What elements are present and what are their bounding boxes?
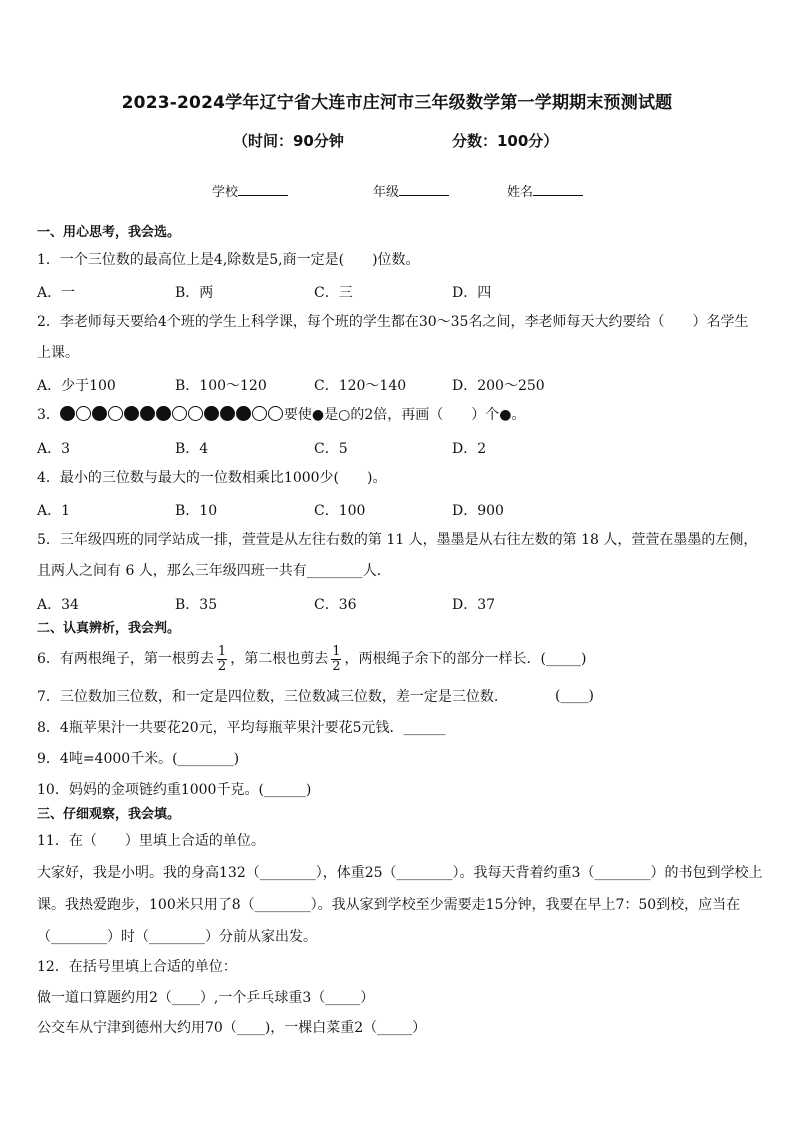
question-9: 9．4吨=4000千米。(________)	[37, 751, 240, 767]
q3-filled-circle-icon	[92, 406, 107, 421]
q3-text: 要使●是○的2倍，再画（ ）个●。	[283, 407, 526, 423]
question-12-title: 12．在括号里填上合适的单位：	[37, 959, 237, 975]
name-label: 姓名	[507, 185, 534, 200]
q4-option-c[interactable]: C．100	[314, 503, 366, 519]
q5-option-c[interactable]: C．36	[314, 597, 357, 613]
question-2-line-1: 2．李老师每天要给4个班的学生上科学课，每个班的学生都在30～35名之间，李老师每天大约要给（ ）名学生	[37, 314, 749, 330]
question-8: 8．4瓶苹果汁一共要花20元，平均每瓶苹果汁要花5元钱．______	[37, 720, 446, 736]
question-6	[37, 643, 586, 675]
q3-option-b[interactable]: B．4	[175, 441, 209, 457]
question-5-line-1: 5．三年级四班的同学站成一排，萱萱是从左往右数的第 11 人，墨墨是从右往左数的第 18 人，萱萱在墨墨的左侧，	[37, 532, 758, 548]
q3-option-c[interactable]: C．5	[314, 441, 348, 457]
q3-hollow-circle-icon	[172, 406, 187, 421]
q6-part-3: ，两根绳子余下的部分一样长．(_____)	[344, 651, 587, 667]
q3-filled-circle-icon	[220, 406, 235, 421]
grade-label: 年级	[373, 185, 400, 200]
q3-dot-row	[60, 407, 284, 423]
question-7: 7．三位数加三位数，和一定是四位数，三位数减三位数，差一定是三位数.	[37, 689, 499, 705]
q5-option-d[interactable]: D．37	[452, 597, 496, 613]
q1-option-d[interactable]: D．四	[452, 285, 492, 301]
q2-option-a[interactable]: A．少于100	[37, 378, 116, 394]
question-12-line-1: 做一道口算题约用2（____）,一个乒乓球重3（_____）	[37, 990, 375, 1006]
exam-time: （时间：90分钟	[233, 132, 344, 150]
q6-fraction-1-numerator: 1	[217, 643, 227, 659]
question-12-line-2: 公交车从宁津到德州大约用70（____)，一棵白菜重2（_____）	[37, 1020, 427, 1036]
q3-hollow-circle-icon	[188, 406, 203, 421]
exam-score: 分数：100分）	[452, 132, 559, 150]
q3-filled-circle-icon	[156, 406, 171, 421]
q3-filled-circle-icon	[60, 406, 75, 421]
q3-hollow-circle-icon	[252, 406, 267, 421]
question-11-line-2: 课。我热爱跑步，100米只用了8（________）。我从家到学校至少需要走15分钟，我要在早上7：50到校，应当在	[37, 897, 741, 913]
q3-option-d[interactable]: D．2	[452, 441, 487, 457]
q1-option-c[interactable]: C．三	[314, 285, 353, 301]
q5-option-a[interactable]: A．34	[37, 597, 79, 613]
question-2-line-2: 上课。	[37, 345, 79, 361]
q6-fraction-1-denominator: 2	[217, 658, 227, 674]
section-heading-1: 一、用心思考，我会选。	[37, 225, 181, 240]
q6-fraction-2-numerator: 1	[332, 643, 341, 659]
page-title: 2023-2024学年辽宁省大连市庄河市三年级数学第一学期期末预测试题	[121, 93, 673, 113]
q6-part-1: 6．有两根绳子，第一根剪去	[37, 651, 214, 667]
grade-blank[interactable]	[399, 183, 449, 196]
q4-option-d[interactable]: D．900	[452, 503, 504, 519]
grade-field	[373, 181, 449, 200]
q3-filled-circle-icon	[204, 406, 219, 421]
q3-filled-circle-icon	[124, 406, 139, 421]
q3-filled-circle-icon	[236, 406, 251, 421]
question-1: 1．一个三位数的最高位上是4,除数是5,商一定是( )位数。	[37, 252, 420, 268]
q3-hollow-circle-icon	[76, 406, 91, 421]
q6-fraction-2-denominator: 2	[332, 658, 341, 674]
q2-option-b[interactable]: B．100～120	[175, 378, 267, 394]
question-11-title: 11．在（ ）里填上合适的单位。	[37, 833, 265, 849]
question-5-line-2: 且两人之间有 6 人，那么三年级四班一共有________人．	[37, 563, 391, 579]
q3-prefix: 3．	[37, 407, 60, 423]
q7-answer-blank[interactable]: (____)	[555, 688, 594, 704]
q2-option-d[interactable]: D．200～250	[452, 378, 545, 394]
q1-option-a[interactable]: A．一	[37, 285, 76, 301]
q1-option-b[interactable]: B．两	[175, 285, 214, 301]
q2-option-c[interactable]: C．120～140	[314, 378, 407, 394]
q3-hollow-circle-icon	[268, 406, 283, 421]
question-4: 4．最小的三位数与最大的一位数相乘比1000少( )。	[37, 470, 387, 486]
name-field	[507, 181, 583, 200]
question-11-line-1: 大家好，我是小明。我的身高132（________），体重25（________）。我每天背着约重3（________）的书包到学校上	[37, 865, 763, 881]
q5-option-b[interactable]: B．35	[175, 597, 218, 613]
question-11-line-3: （________）时（________）分前从家出发。	[37, 929, 317, 945]
q6-part-2: ，第二根也剪去	[230, 651, 329, 667]
name-blank[interactable]	[533, 183, 583, 196]
q6-fraction-1	[217, 645, 227, 674]
school-field	[212, 181, 288, 200]
q3-hollow-circle-icon	[108, 406, 123, 421]
q6-fraction-2	[331, 645, 341, 674]
section-heading-2: 二、认真辨析，我会判。	[37, 621, 181, 636]
q4-option-a[interactable]: A．1	[37, 503, 71, 519]
q3-option-a[interactable]: A．3	[37, 441, 71, 457]
question-10: 10．妈妈的金项链约重1000千克。(______)	[37, 782, 312, 798]
q4-option-b[interactable]: B．10	[175, 503, 218, 519]
q3-filled-circle-icon	[140, 406, 155, 421]
school-label: 学校	[212, 185, 239, 200]
school-blank[interactable]	[238, 183, 288, 196]
question-3	[37, 406, 525, 424]
section-heading-3: 三、仔细观察，我会填。	[37, 807, 181, 822]
